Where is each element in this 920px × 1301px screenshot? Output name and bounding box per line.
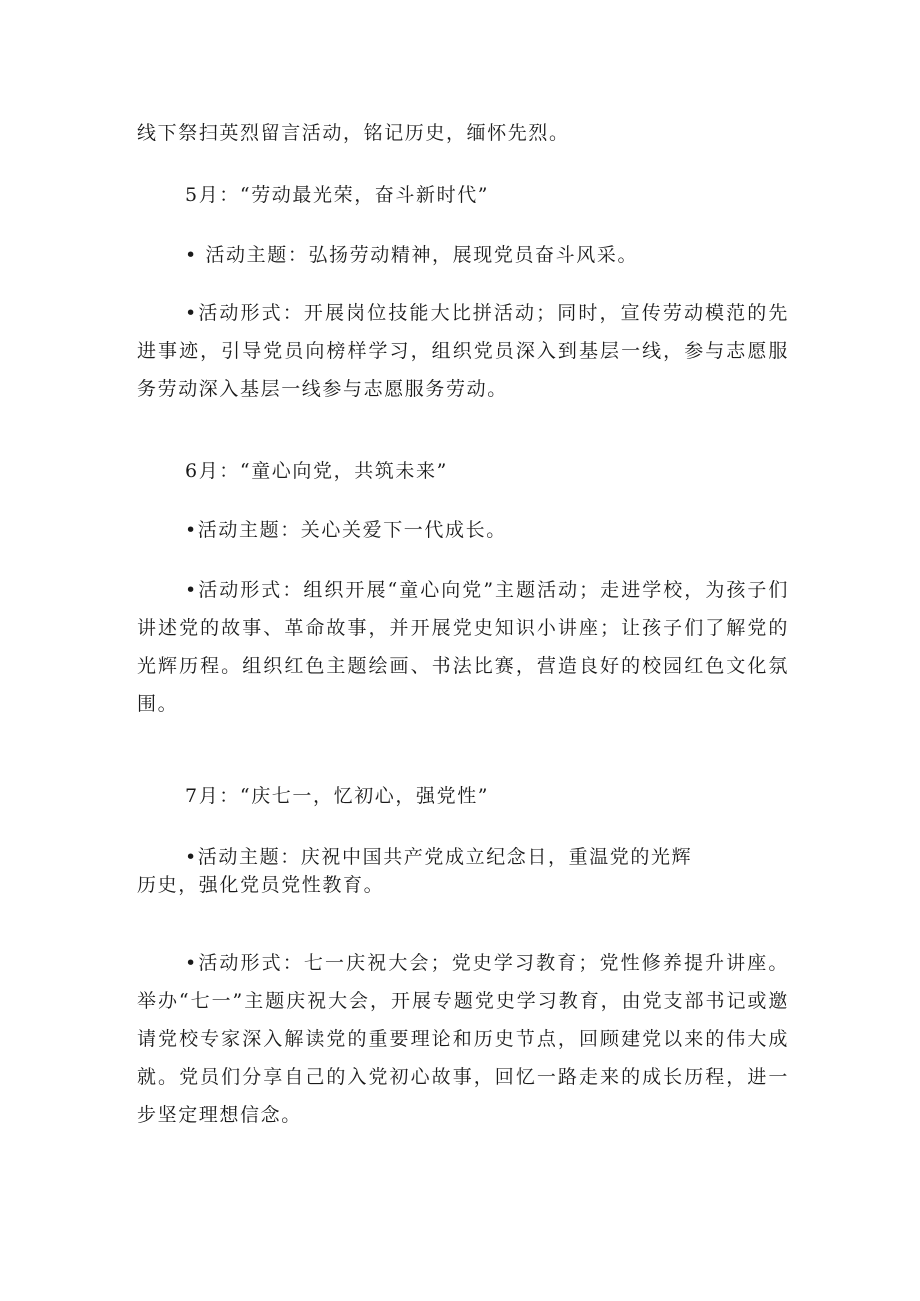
heading-july: 7月：“庆七一，忆初心，强党性” [185, 785, 490, 807]
heading-june: 6月：“童心向党，共筑未来” [185, 460, 448, 482]
may-activity-theme: • 活动主题：弘扬劳动精神，展现党员奋斗风采。 [185, 244, 639, 266]
heading-may: 5月：“劳动最光荣，奋斗新时代” [185, 184, 490, 206]
may-activity-form: •活动形式：开展岗位技能大比拼活动；同时，宣传劳动模范的先进事迹，引导党员向榜样学习，组织党员深入到基层一线，参与志愿服务劳动深入基层一线参与志愿服务劳动。 [137, 302, 789, 400]
july-activity-theme-line2: 历史，强化党员党性教育。 [137, 874, 385, 896]
paragraph-intro: 线下祭扫英烈留言活动，铭记历史，缅怀先烈。 [137, 122, 570, 144]
june-activity-form: •活动形式：组织开展“童心向党”主题活动；走进学校，为孩子们讲述党的故事、革命故事，并开展党史知识小讲座；让孩子们了解党的光辉历程。组织红色主题绘画、书法比赛，营造良好的校园红色文化氛围。 [137, 579, 789, 715]
june-activity-theme: •活动主题：关心关爱下一代成长。 [185, 519, 507, 541]
july-activity-form: •活动形式：七一庆祝大会；党史学习教育；党性修养提升讲座。举办“七一”主题庆祝大会，开展专题党史学习教育，由党支部书记或邀请党校专家深入解读党的重要理论和历史节点，回顾建党以来的伟大成就。党员们分享自己的入党初心故事，回忆一路走来的成长历程，进一步坚定理想信念。 [137, 952, 789, 1126]
july-activity-theme-line1: •活动主题：庆祝中国共产党成立纪念日，重温党的光辉 [185, 846, 693, 868]
